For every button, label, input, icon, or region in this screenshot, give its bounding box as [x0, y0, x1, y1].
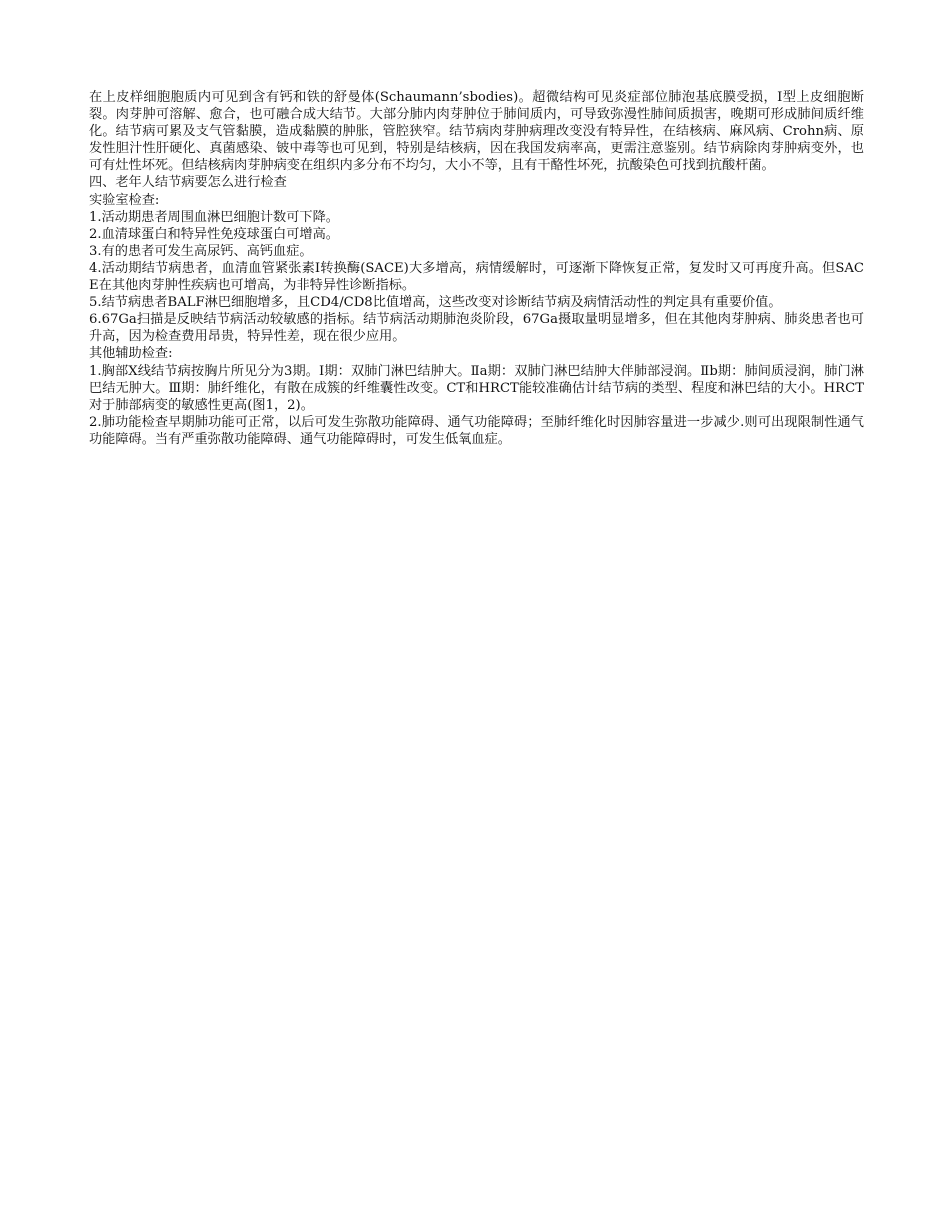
- list-item-other-1: 1.胸部X线结节病按胸片所见分为3期。Ⅰ期：双肺门淋巴结肿大。Ⅱa期：双肺门淋巴结肿大伴肺部浸润。Ⅱb期：肺间质浸润，肺门淋巴结无肿大。Ⅲ期：肺纤维化，有散在成簇的纤维囊性改变。CT和HRCT能较准确估计结节病的类型、程度和淋巴结的大小。HRCT对于肺部病变的敏感性更高(图1，2)。: [89, 363, 864, 413]
- list-item-lab-1: 1.活动期患者周围血淋巴细胞计数可下降。: [89, 209, 339, 225]
- list-item-lab-2: 2.血清球蛋白和特异性免疫球蛋白可增高。: [89, 226, 339, 242]
- list-item-other-2: 2.肺功能检查早期肺功能可正常，以后可发生弥散功能障碍、通气功能障碍；至肺纤维化时因肺容量进一步减少.则可出现限制性通气功能障碍。当有严重弥散功能障碍、通气功能障碍时，可发生低氧血症。: [89, 414, 864, 447]
- paragraph-pathology: 在上皮样细胞胞质内可见到含有钙和铁的舒曼体(Schaumann’sbodies)。超微结构可见炎症部位肺泡基底膜受损，Ⅰ型上皮细胞断裂。肉芽肿可溶解、愈合，也可融合成大结节。大部分肺内肉芽肿位于肺间质内，可导致弥漫性肺间质损害，晚期可形成肺间质纤维化。结节病可累及支气管黏膜，造成黏膜的肿胀，管腔狭窄。结节病肉芽肿病理改变没有特异性，在结核病、麻风病、Crohn病、原发性胆汁性肝硬化、真菌感染、铍中毒等也可见到，特别是结核病，因在我国发病率高，更需注意鉴别。结节病除肉芽肿病变外，也可有灶性坏死。但结核病肉芽肿病变在组织内多分布不均匀，大小不等，且有干酪性坏死，抗酸染色可找到抗酸杆菌。: [89, 90, 864, 174]
- section-heading-examination: 四、老年人结节病要怎么进行检查: [89, 175, 287, 191]
- document-page: [89, 89, 864, 448]
- subheading-other-tests: 其他辅助检查:: [89, 346, 173, 362]
- list-item-lab-4: 4.活动期结节病患者，血清血管紧张素Ⅰ转换酶(SACE)大多增高，病情缓解时，可逐渐下降恢复正常，复发时又可再度升高。但SACE在其他肉芽肿性疾病也可增高，为非特异性诊断指标。: [89, 260, 864, 294]
- list-item-lab-6: 6.67Ga扫描是反映结节病活动较敏感的指标。结节病活动期肺泡炎阶段，67Ga摄取量明显增多，但在其他肉芽肿病、肺炎患者也可升高，因为检查费用昂贵，特异性差，现在很少应用。: [89, 312, 864, 345]
- list-item-lab-3: 3.有的患者可发生高尿钙、高钙血症。: [89, 243, 313, 259]
- subheading-lab-tests: 实验室检查:: [89, 192, 160, 208]
- list-item-lab-5: 5.结节病患者BALF淋巴细胞增多，且CD4/CD8比值增高，这些改变对诊断结节病及病情活动性的判定具有重要价值。: [89, 295, 782, 311]
